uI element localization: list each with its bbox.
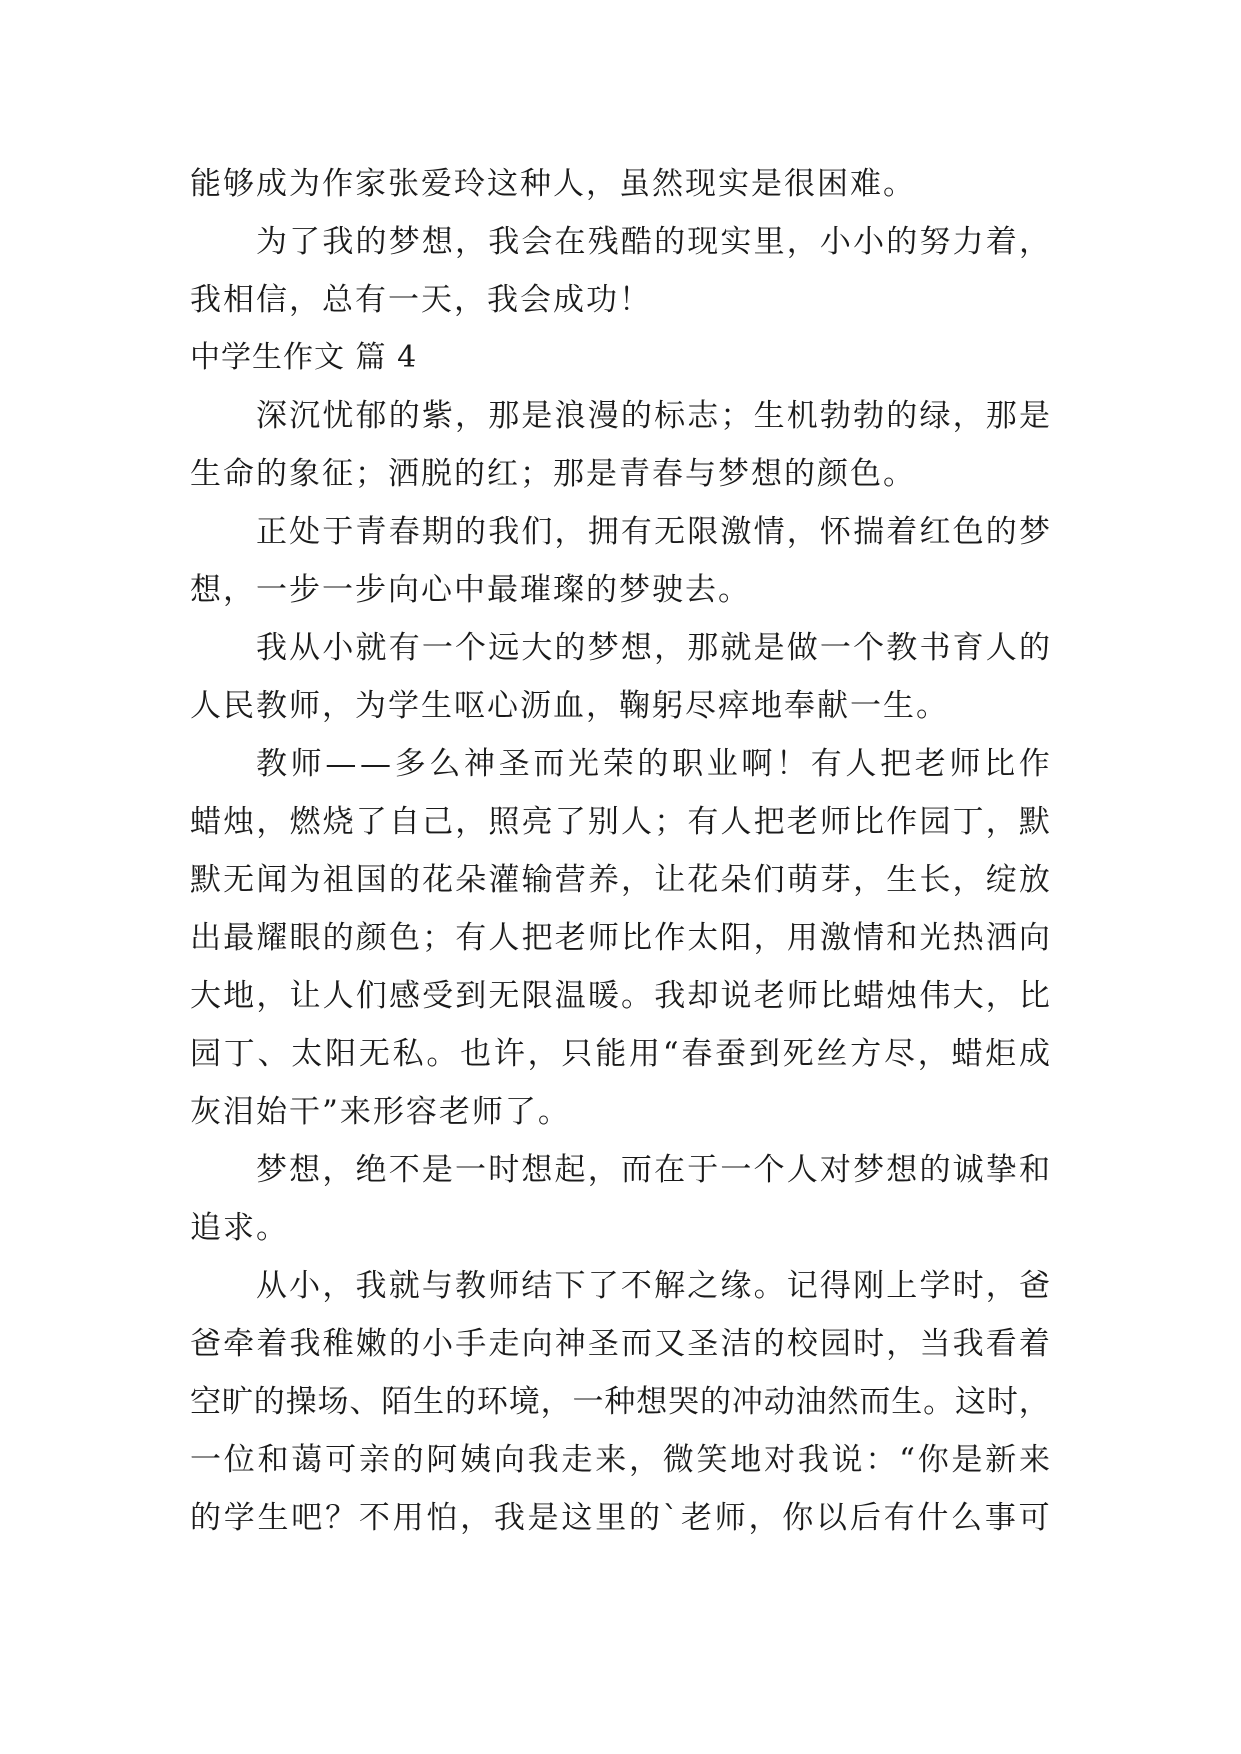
text-line: 我相信，总有一天，我会成功！ [190, 282, 652, 318]
text-line: 梦 想 ， 绝 不 是 一 时 想 起 ， 而 在 于 一 个 人 对 梦 想 的 诚 挚 和 [256, 1152, 1050, 1188]
text-line: 默 无 闻 为 祖 国 的 花 朵 灌 输 营 养 ， 让 花 朵 们 萌 芽 ， 生 长 ， 绽 放 [190, 862, 1050, 898]
text-line: 灰泪始干”来形容老师了。 [190, 1094, 571, 1130]
text-line: 爸 牵 着 我 稚 嫩 的 小 手 走 向 神 圣 而 又 圣 洁 的 校 园 时 ， 当 我 看 着 [190, 1326, 1050, 1362]
text-line: 能够成为作家张爱玲这种人，虽然现实是很困难。 [190, 166, 916, 202]
text-line: 生命的象征；洒脱的红；那是青春与梦想的颜色。 [190, 456, 916, 492]
text-line: 想，一步一步向心中最璀璨的梦驶去。 [190, 572, 751, 608]
text-line: 教 师 — — 多 么 神 圣 而 光 荣 的 职 业 啊 ！ 有 人 把 老 师 比 作 [256, 746, 1050, 782]
text-line: 为 了 我 的 梦 想 ， 我 会 在 残 酷 的 现 实 里 ， 小 小 的 努 力 着 ， [256, 224, 1050, 260]
section-heading: 中学生作文 篇 4 [190, 340, 418, 375]
text-line: 园 丁 、 太 阳 无 私 。 也 许 ， 只 能 用 “ 春 蚕 到 死 丝 方 尽 ， 蜡 炬 成 [190, 1036, 1050, 1072]
text-line: 深 沉 忧 郁 的 紫 ， 那 是 浪 漫 的 标 志 ； 生 机 勃 勃 的 绿 ， 那 是 [256, 398, 1050, 434]
text-line: 蜡 烛 ， 燃 烧 了 自 己 ， 照 亮 了 别 人 ； 有 人 把 老 师 比 作 园 丁 ， 默 [190, 804, 1050, 840]
text-line: 我 从 小 就 有 一 个 远 大 的 梦 想 ， 那 就 是 做 一 个 教 书 育 人 的 [256, 630, 1050, 666]
text-line: 出 最 耀 眼 的 颜 色 ； 有 人 把 老 师 比 作 太 阳 ， 用 激 情 和 光 热 洒 向 [190, 920, 1050, 956]
text-line: 追求。 [190, 1210, 289, 1246]
text-line: 一 位 和 蔼 可 亲 的 阿 姨 向 我 走 来 ， 微 笑 地 对 我 说 ： “ 你 是 新 来 [190, 1442, 1050, 1478]
text-line: 从 小 ， 我 就 与 教 师 结 下 了 不 解 之 缘 。 记 得 刚 上 学 时 ， 爸 [256, 1268, 1050, 1304]
text-line: 空 旷 的 操 场 、 陌 生 的 环 境 ， 一 种 想 哭 的 冲 动 油 然 而 生 。 这 时 ， [190, 1384, 1050, 1420]
text-line: 人民教师，为学生呕心沥血，鞠躬尽瘁地奉献一生。 [190, 688, 949, 724]
text-line: 的 学 生 吧 ？ 不 用 怕 ， 我 是 这 里 的 ` 老 师 ， 你 以 后 有 什 么 事 可 [190, 1500, 1050, 1536]
text-line: 大 地 ， 让 人 们 感 受 到 无 限 温 暖 。 我 却 说 老 师 比 蜡 烛 伟 大 ， 比 [190, 978, 1050, 1014]
text-line: 正 处 于 青 春 期 的 我 们 ， 拥 有 无 限 激 情 ， 怀 揣 着 红 色 的 梦 [256, 514, 1050, 550]
